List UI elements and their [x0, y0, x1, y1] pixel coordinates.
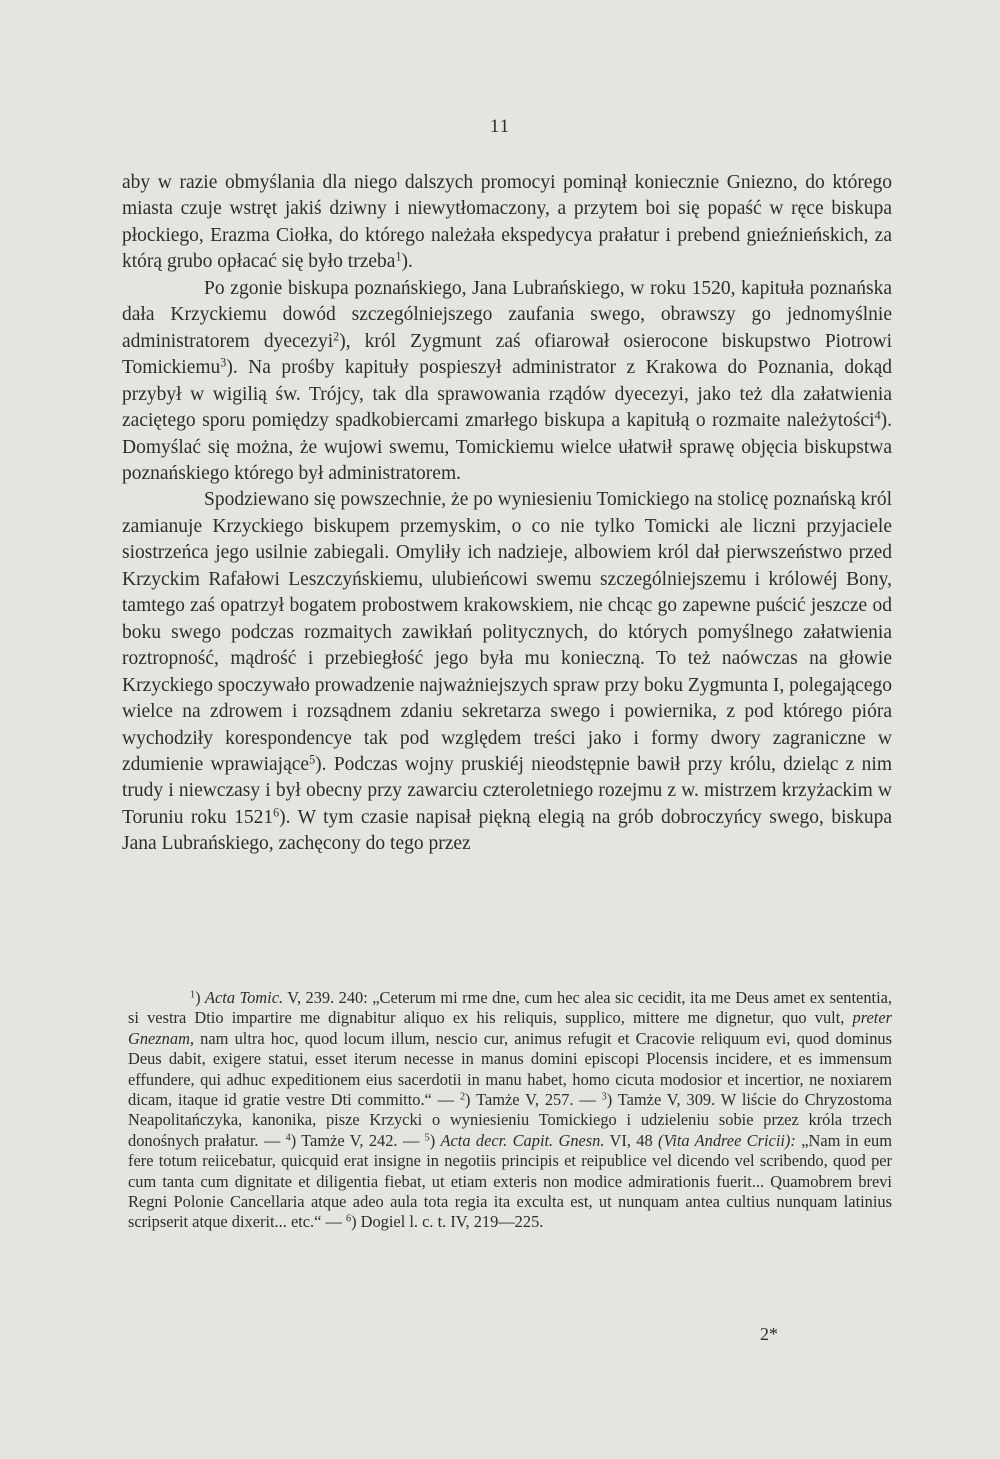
main-text	[122, 170, 892, 858]
text-run: ) Tamże V, 242. —	[290, 1130, 425, 1150]
text-run: VI, 48	[604, 1130, 659, 1150]
signature-mark: 2*	[760, 1324, 778, 1344]
text-run: ) Tamże V, 257. —	[465, 1090, 602, 1110]
footnote-marker: 2	[459, 1091, 466, 1103]
paragraph-1	[122, 170, 892, 276]
footnote-marker: 1	[395, 249, 402, 264]
footnote-marker: 5	[424, 1132, 430, 1144]
text-run: )	[195, 988, 205, 1007]
text-run: „Nam in eum fere totum reiicebatur, quicquid erat insigne in negotiis principis et reipublice vel dicendo vel scribendo, quod per cum tanta cum dignitate et diligentia fiebat, ut etiam exteris non modice admirationis fuerit... Quamobrem brevi Regni Polonie Cancellaria atque adeo aula tota regia ita exculta est, ut nunquam antea cultius nunquam latinius scripserit atque dixerit... etc.“ —	[128, 1130, 892, 1232]
footnote-marker: 4	[285, 1132, 291, 1144]
text-run: V, 239. 240: „Ceterum mi rme dne, cum hec alea sic cecidit, ita me Deus amet ex sententia, si vestra Dtio impartire me dignabitur aliquo ex his reliquis, supplico, mittere me dignetur, quo vult,	[128, 988, 892, 1028]
text-run: ). Domyślać się można, że wujowi swemu, Tomickiemu wielce ułatwił sprawę objęcia biskupstwa poznańskiego którego był administratorem.	[122, 410, 892, 484]
footnote-marker: 1	[190, 989, 196, 1001]
footnote-marker: 4	[874, 408, 881, 423]
footnote-marker: 5	[309, 752, 316, 767]
text-run: ), król Zygmunt zaś ofiarował osierocone biskupstwo Piotrowi Tomickiemu	[122, 330, 893, 379]
italic-citation: Acta decr. Capit. Gnesn.	[440, 1130, 605, 1150]
footnote-block	[128, 988, 892, 1233]
text-run: Spodziewano się powszechnie, że po wyniesieniu Tomickiego na stolicę poznańską król zamianuje Krzyckiego biskupem przemyskim, o co nie tylko Tomicki ale liczni przyjaciele siostrzeńca jego usilnie zabiegali. Omyliły ich nadzieje, albowiem król dał pierwszeństwo przed Krzyckim Rafałowi Leszczyńskiemu, ulubieńcowi swemu szczególniejszemu i królowéj Bony, tamtego zaś opatrzył bogatem probostwem krakowskiem, nie chcąc go zapewne puścić jeszcze od boku swego podczas rozmaitych zawikłań politycznych, do których pomyślnego załatwienia roztropność, mądrość i przebiegłość jego była mu konieczną. To też naówczas na głowie Krzyckiego spoczywało prowadzenie najważniejszych spraw przy boku Zygmunta I, polegającego wielce na zdrowem i rozsądnem zdaniu sekretarza swego i powiernika, z pod którego pióra wychodziły korespondencye tak pod względem treści jako i formy dwory zagraniczne w zdumienie wprawiające	[122, 489, 892, 775]
footnote-marker: 3	[601, 1091, 607, 1103]
text-run: Po zgonie biskupa poznańskiego, Jana Lubrańskiego, w roku 1520, kapituła poznańska dała Krzyckiemu dowód szczególniejszego zaufania swego, obrawszy go jednomyślnie administratorem dyecezyi	[122, 277, 892, 352]
paragraph-3	[122, 487, 892, 857]
page-number: 11	[489, 116, 511, 137]
text-run: ) Dogiel l. c. t. IV, 219—225.	[351, 1212, 544, 1232]
text-run: ). W tym czasie napisał piękną elegią na grób dobroczyńcy swego, biskupa Jana Lubrańskiego, zachęcony do tego przez	[122, 806, 892, 855]
footnote-marker: 6	[273, 805, 280, 820]
text-run: ) Tamże V, 309. W liście do Chryzostoma Neapolitańczyka, kanonika, pisze Krzycki o wyniesieniu Tomickiego i udzieleniu sobie przez króla trzech donośnych prałatur. —	[128, 1090, 892, 1150]
footnotes	[128, 988, 892, 1233]
footnote-marker: 6	[346, 1213, 352, 1225]
italic-citation: (Vita Andree Cricii):	[658, 1130, 796, 1150]
text-run: ). Podczas wojny pruskiéj nieodstępnie bawił przy królu, dzieląc z nim trudy i niewczasy i był obecny przy zawarciu czteroletniego rozejmu z w. mistrzem krzyżackim w Toruniu roku 1521	[122, 753, 892, 828]
italic-citation: preter Gneznam,	[128, 1008, 892, 1048]
text-run: nam ultra hoc, quod locum illum, nescio cur, animus refugit et Cracovie reliquum evi, quod dominus Deus dabit, exigere statui, esset iterum necesse in manus domini episcopi Plocensis incidere, et es immensum effundere, qui adhuc expeditionem eius sacerdotii in manu habet, homo cicuta modosior et incertior, ne noxiarem dicam, itaque id gratie vestre Dti committo.“ —	[128, 1028, 892, 1110]
footnote-marker: 2	[333, 329, 340, 344]
text-run: aby w razie obmyślania dla niego dalszych promocyi pominął koniecznie Gniezno, do którego miasta czuje wstręt jakiś dziwny i niewytłomaczony, a przytem boi się popaść w ręce biskupa płockiego, Erazma Ciołka, do którego należała ekspedycya prałatur i prebend gnieźnieńskich, za którą grubo opłacać się było trzeba	[122, 172, 892, 273]
italic-citation: Acta Tomic.	[205, 988, 284, 1007]
footnote-marker: 3	[220, 355, 227, 370]
text-run: )	[429, 1130, 441, 1150]
paragraph-2	[122, 276, 892, 488]
text-run: ). Na prośby kapituły pospieszył administrator z Krakowa do Poznania, dokąd przybył w wigilią św. Trójcy, tak dla sprawowania rządów dyecezyi, jako też dla załatwienia zaciętego sporu pomiędzy spadkobiercami zmarłego biskupa a kapitułą o rozmaite należytości	[122, 357, 892, 432]
text-run: ).	[401, 251, 413, 273]
